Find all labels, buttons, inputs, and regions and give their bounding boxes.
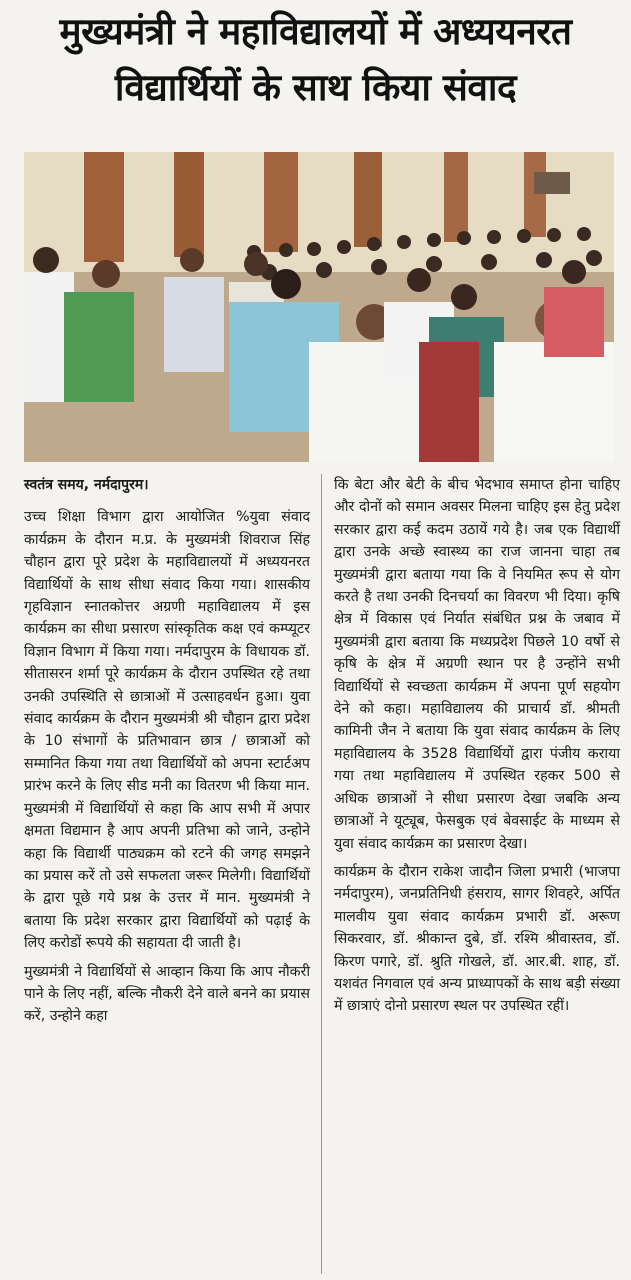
right-column [334,474,620,1024]
paragraph: कि बेटा और बेटी के बीच भेदभाव समाप्त होना चाहिए और दोनों को समान अवसर मिलना चाहिए इस हेतु प्रदेश सरकार द्वारा कई कदम उठायें गये है। जब एक विद्यार्थी द्वारा उनके अच्छे स्वास्थ्य का राज जानना चाहा तब मुख्यमंत्री द्वारा बताया गया कि वे नियमित रूप से योग करते है तथा उनकी दिनचर्या का विवरण भी दिया। कृषि क्षेत्र में विकास एवं निर्यात संबंधित प्रश्न के जबाव में मुख्यमंत्री द्वारा बताया कि मध्यप्रदेश पिछले 10 वर्षो से कृषि के क्षेत्र में अग्रणी स्थान पर है उन्होंने सभी विद्यार्थियों से स्वच्छता कार्यक्रम में अपना पूर्ण सहयोग देने को कहा। महाविद्यालय की प्राचार्य डॉ. श्रीमती कामिनी जैन ने बताया कि युवा संवाद कार्यक्रम के लिए महाविद्यालय के 3528 विद्यार्थियों द्वारा पंजीय कराया गया तथा महाविद्यालय में उपस्थित रहकर 500 से अधिक छात्राओं ने सीधा प्रसारण देखा जबकि अन्य छात्राओं ने यूट्यूब, फेसबुक एवं बेवसाईट के माध्यम से युवा संवाद कार्यक्रम का प्रसारण देखा। [334,477,620,852]
paragraph: मुख्यमंत्री ने विद्यार्थियों से आव्हान किया कि आप नौकरी पाने के लिए नहीं, बल्कि नौकरी देने वाले बनने का प्रयास करें, उन्होने कहा [24,963,310,1025]
article-body [24,474,620,1274]
headline-line-2: विद्यार्थियों के साथ किया संवाद [114,66,517,109]
headline-line-1: मुख्यमंत्री ने महाविद्यालयों में अध्ययनरत [59,10,572,53]
event-photo [24,152,614,462]
paragraph: उच्च शिक्षा विभाग द्वारा आयोजित %युवा संवाद कार्यक्रम के दौरान म.प्र. के मुख्यमंत्री शिवराज सिंह चौहान द्वारा पूरे प्रदेश के महाविद्यालयों में अध्ययनरत विद्यार्थियों के साथ सीधा संवाद किया गया। शासकीय गृहविज्ञान स्नातकोत्तर अग्रणी महाविद्यालय में इस कार्यक्रम का सीधा प्रसारण सांस्कृतिक कक्ष एवं कम्प्यूटर विज्ञान विभाग में किया गया। नर्मदापुरम के विधायक डॉ. सीतासरन शर्मा पूरे कार्यक्रम के दौरान उपस्थित रहे तथा उनकी उपस्थिति से छात्राओं में उत्साहवर्धन हुआ। युवा संवाद कार्यक्रम के दौरान मुख्यमंत्री श्री चौहान द्वारा प्रदेश के 10 संभागों के प्रतिभावान छात्र / छात्राओं को सम्मानित किया गया तथा विद्यार्थियों को अपना स्टार्टअप प्रारंभ करने के लिए सीड मनी का वितरण भी किया मान. मुख्यमंत्री में विद्यार्थियों से कहा कि आप सभी में अपार क्षमता विद्यमान है आप अपनी प्रतिभा को जाने, उन्होने कहा कि विद्यार्थी पाठ्यक्रम को रटने की जगह समझने का प्रयास करें तो उसे सफलता जरूर मिलेगी। विद्यार्थियों के द्वारा पूछे गये प्रश्न के उत्तर में मान. मुख्यमंत्री ने बताया कि प्रदेश सरकार द्वारा विद्यार्थियों को पढ़ाई के लिए करोडों रूपये की सहायता दी जाती है। [24,509,310,952]
paragraph: कार्यक्रम के दौरान राकेश जादौन जिला प्रभारी (भाजपा नर्मदापुरम), जनप्रतिनिधी हंसराय, सागर शिवहरे, अर्पित मालवीय युवा संवाद कार्यक्रम प्रभारी डॉ. अरूण सिकरवार, डॉ. श्रीकान्त दुबे, डॉ. रश्मि श्रीवास्तव, डॉ. किरण पगारे, डॉ. श्रुति गोखले, डॉ. आर.बी. शाह, डॉ. यशवंत निगवाल एवं अन्य प्राध्यापकों के साथ बड़ी संख्या में छात्राएं दोनो प्रसारण स्थल पर उपस्थित रहीं। [334,863,620,1015]
column-divider [321,474,322,1274]
left-column [24,474,310,1034]
dateline: स्वतंत्र समय, नर्मदापुरम। [24,477,149,493]
headline [0,4,631,116]
